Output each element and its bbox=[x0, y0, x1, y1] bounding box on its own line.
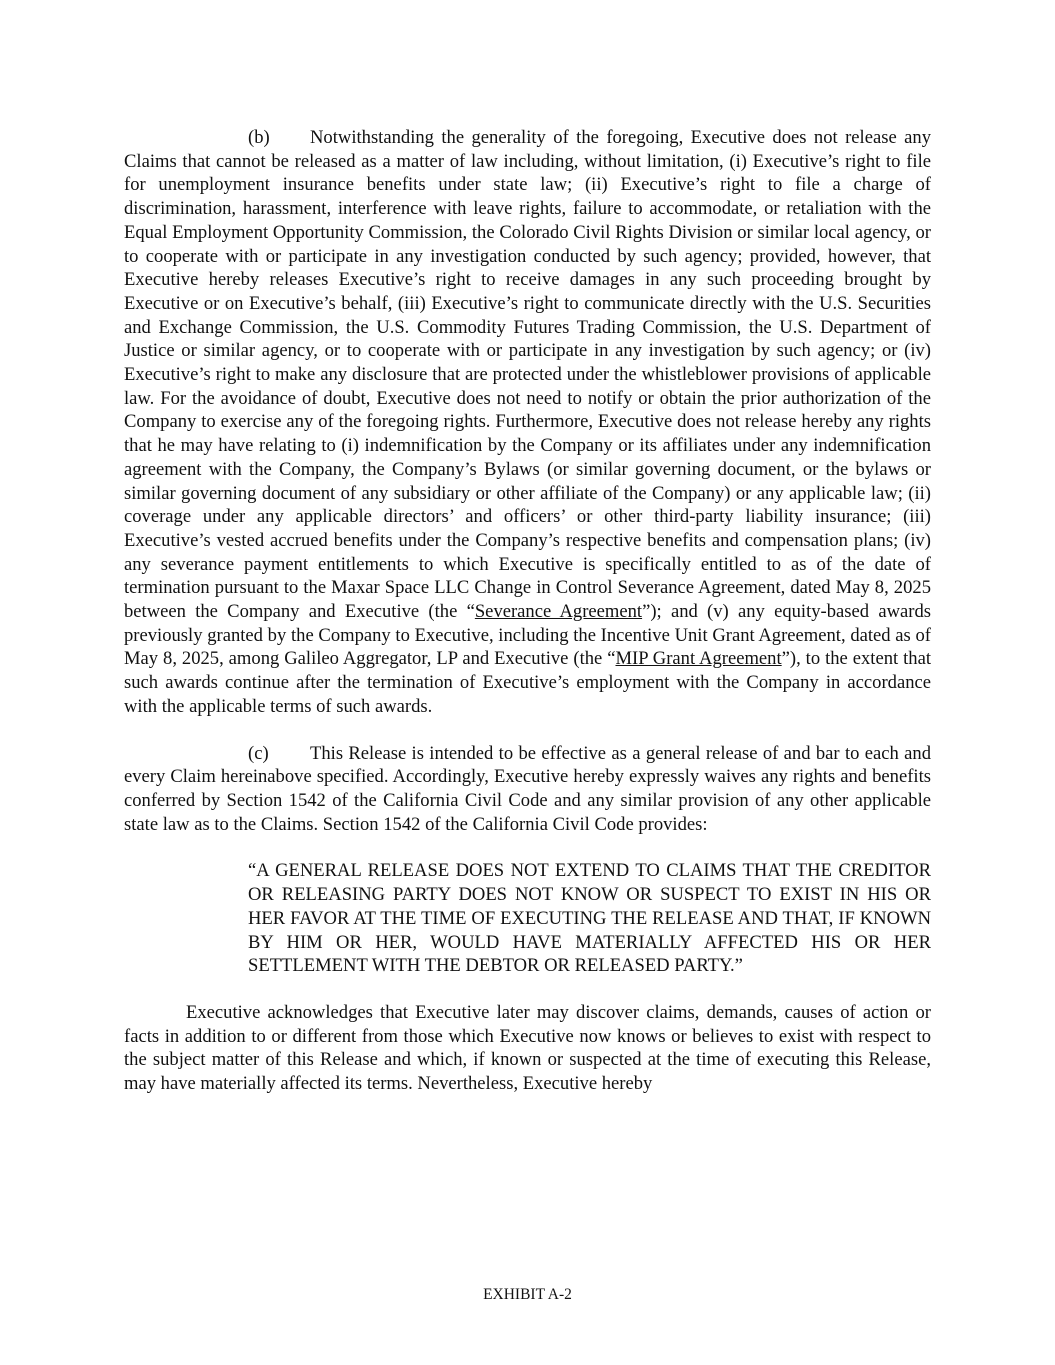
section-1542-quote: “A GENERAL RELEASE DOES NOT EXTEND TO CLAIMS THAT THE CREDITOR OR RELEASING PARTY DOES NOT KNOW OR SUSPECT TO EXIST IN HIS OR HER FAVOR AT THE TIME OF EXECUTING THE RELEASE AND THAT, IF KNOWN BY HIM OR HER, WOULD HAVE MATERIALLY AFFECTED HIS OR HER SETTLEMENT WITH THE DEBTOR OR RELEASED PARTY.” bbox=[248, 860, 931, 977]
paragraph-b bbox=[124, 126, 931, 719]
paragraph-b-text-part2: ”); and (v) any equity-based awards previously granted by the Company to Executive, including the Incentive Unit Grant Agreement, dated as of May 8, 2025, among Galileo Aggregator, LP and Executive (the “ bbox=[124, 601, 931, 670]
severance-agreement-term: Severance Agreement bbox=[474, 601, 643, 623]
paragraph-c-text: This Release is intended to be effective as a general release of and bar to each and every Claim hereinabove specified. Accordingly, Executive hereby expressly waives any rights and benefits conferred by Section 1542 of the California Civil Code and any similar provision of any other applicable state law as to the Claims. Section 1542 of the California Civil Code provides: bbox=[124, 742, 931, 835]
paragraph-b-label: (b) bbox=[248, 127, 270, 148]
paragraph-b-text-part3: ”), to the extent that such awards continue after the termination of Executive’s employment with the Company in accordance with the applicable terms of such awards. bbox=[124, 648, 931, 717]
paragraph-c bbox=[124, 742, 931, 837]
page-footer: EXHIBIT A-2 bbox=[483, 1286, 572, 1303]
mip-grant-agreement-term: MIP Grant Agreement bbox=[615, 648, 782, 670]
acknowledgement-paragraph: Executive acknowledges that Executive later may discover claims, demands, causes of action or facts in addition to or different from those which Executive now knows or believes to exist with respect to the subject matter of this Release and which, if known or suspected at the time of executing this Release, may have materially affected its terms. Nevertheless, Executive hereby bbox=[124, 1001, 931, 1095]
document-body bbox=[124, 126, 931, 1096]
paragraph-c-label: (c) bbox=[248, 742, 269, 764]
paragraph-b-text-part1: Notwithstanding the generality of the foregoing, Executive does not release any Claims that cannot be released as a matter of law including, without limitation, (i) Executive’s right to file for unemployment insurance benefits under state law; (ii) Executive’s right to file a charge of discrimination, harassment, interference with leave rights, failure to accommodate, or retaliation with the Equal Employment Opportunity Commission, the Colorado Civil Rights Division or similar local agency, or to cooperate with or participate in any investigation conducted by such agency; provided, however, that Executive hereby releases Executive’s right to receive damages in any such proceeding brought by Executive or on Executive’s behalf, (iii) Executive’s right to communicate directly with the U.S. Securities and Exchange Commission, the U.S. Commodity Futures Trading Commission, the U.S. Department of Justice or similar agency, or to cooperate with or participate in any investigation by such agency; or (iv) Executive’s right to make any disclosure that are protected under the whistleblower provisions of applicable law. For the avoidance of doubt, Executive does not need to notify or obtain the prior authorization of the Company to exercise any of the foregoing rights. Furthermore, Executive does not release hereby any rights that he may have relating to (i) indemnification by the Company or its affiliates under any indemnification agreement with the Company, the Company’s Bylaws (or similar governing document, or the bylaws or similar governing document of any subsidiary or other affiliate of the Company) or any applicable law; (ii) coverage under any applicable directors’ and officers’ or other third-party liability insurance; (iii) Executive’s vested accrued benefits under the Company’s respective benefits and compensation plans; (iv) any severance payment entitlements to which Executive is specifically entitled to as of the date of termination pursuant to the Maxar Space LLC Change in Control Severance Agreement, dated May 8, 2025 between the Company and Executive (the “ bbox=[124, 127, 931, 623]
